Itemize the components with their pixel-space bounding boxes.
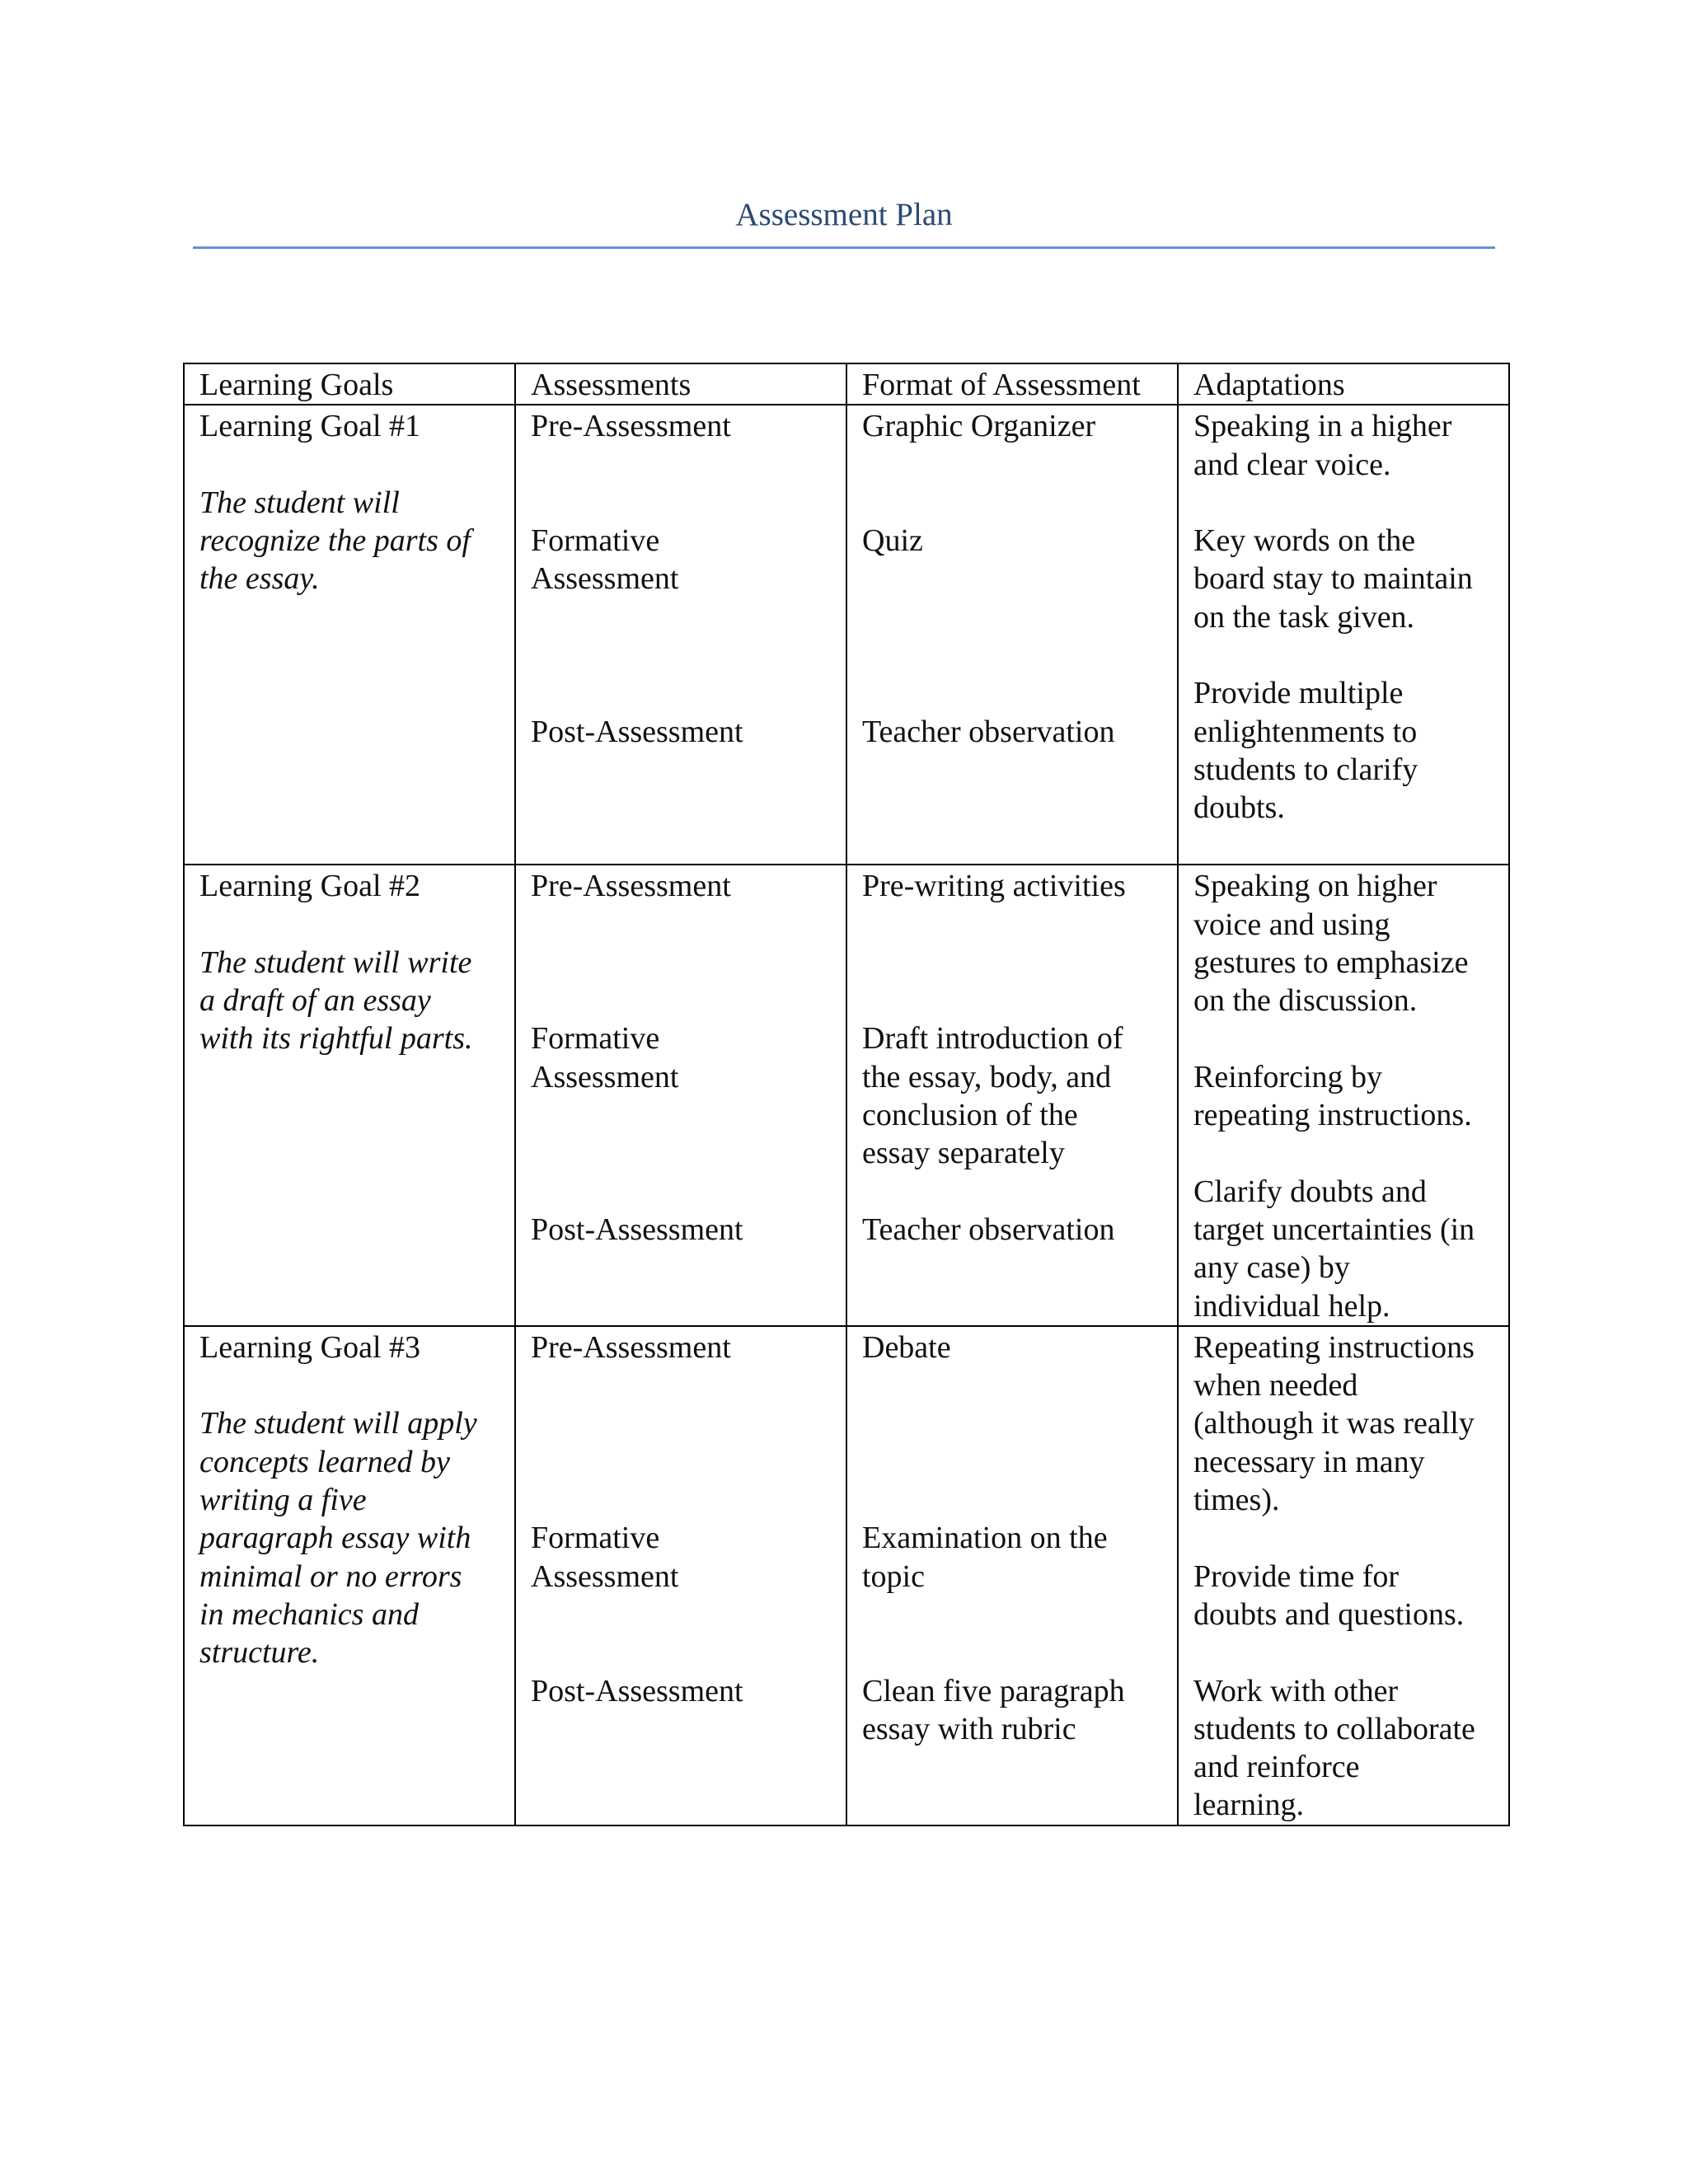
- adaptations-cell: [1178, 1326, 1509, 1825]
- header-format-of-assessment: Format of Assessment: [846, 363, 1178, 405]
- adaptation-line: Speaking on higher: [1193, 869, 1437, 904]
- adaptation-line: board stay to maintain: [1193, 561, 1473, 597]
- adaptation-line: individual help.: [1193, 1288, 1390, 1324]
- adaptation-line: students to collaborate: [1193, 1711, 1475, 1746]
- formative-format: the essay, body, and: [862, 1059, 1112, 1094]
- goal-description-line: in mechanics and: [199, 1596, 419, 1632]
- pre-format: Pre-writing activities: [862, 869, 1126, 904]
- formative-assessment-label: Assessment: [531, 1558, 679, 1594]
- formative-format: topic: [862, 1558, 925, 1594]
- formative-assessment-label: Assessment: [531, 561, 679, 597]
- pre-assessment-label: Pre-Assessment: [531, 869, 731, 904]
- goal-description-line: The student will write: [199, 944, 472, 980]
- post-format: essay with rubric: [862, 1711, 1076, 1746]
- formative-format: essay separately: [862, 1136, 1065, 1171]
- goal-description-line: a draft of an essay: [199, 983, 431, 1019]
- goal-description-line: paragraph essay with: [199, 1521, 471, 1556]
- adaptation-line: when needed: [1193, 1368, 1358, 1404]
- goal-description-line: the essay.: [199, 561, 320, 597]
- adaptation-line: Clarify doubts and: [1193, 1174, 1427, 1209]
- pre-assessment-label: Pre-Assessment: [531, 1329, 731, 1365]
- format-cell: [846, 405, 1178, 865]
- pre-assessment-label: Pre-Assessment: [531, 409, 731, 444]
- goal-title: Learning Goal #3: [199, 1329, 421, 1365]
- goal-description-line: concepts learned by: [199, 1444, 450, 1479]
- adaptation-line: voice and using: [1193, 907, 1390, 942]
- table-row: [184, 405, 1509, 865]
- learning-goal-cell: [184, 865, 515, 1326]
- assessments-cell: [515, 865, 846, 1326]
- goal-description-line: structure.: [199, 1635, 320, 1671]
- learning-goal-cell: [184, 405, 515, 865]
- adaptation-line: Reinforcing by: [1193, 1059, 1383, 1094]
- adaptation-line: Work with other: [1193, 1673, 1399, 1708]
- pre-format: Graphic Organizer: [862, 409, 1096, 444]
- formative-assessment-label: Formative: [531, 1521, 660, 1556]
- goal-description-line: The student will apply: [199, 1406, 477, 1441]
- adaptation-line: doubts and questions.: [1193, 1596, 1465, 1632]
- adaptation-line: any case) by: [1193, 1250, 1350, 1286]
- adaptation-line: Provide multiple: [1193, 676, 1404, 711]
- adaptation-line: gestures to emphasize: [1193, 944, 1469, 980]
- table-row: [184, 865, 1509, 1326]
- post-assessment-label: Post-Assessment: [531, 1673, 743, 1708]
- adaptation-line: Key words on the: [1193, 523, 1416, 559]
- adaptation-line: Repeating instructions: [1193, 1329, 1475, 1365]
- assessments-cell: [515, 1326, 846, 1825]
- formative-format: Examination on the: [862, 1521, 1108, 1556]
- learning-goal-cell: [184, 1326, 515, 1825]
- adaptation-line: enlightenments to: [1193, 714, 1418, 749]
- adaptation-line: on the task given.: [1193, 599, 1415, 635]
- assessment-plan-table: [183, 363, 1510, 1826]
- assessments-cell: [515, 405, 846, 865]
- goal-title: Learning Goal #1: [199, 409, 421, 444]
- goal-description-line: writing a five: [199, 1483, 367, 1518]
- adaptation-line: Speaking in a higher: [1193, 409, 1452, 444]
- adaptation-line: (although it was really: [1193, 1406, 1475, 1441]
- adaptation-line: times).: [1193, 1483, 1280, 1518]
- pre-format: Debate: [862, 1329, 951, 1365]
- format-cell: [846, 865, 1178, 1326]
- table-header-row: [184, 363, 1509, 405]
- adaptation-line: students to clarify: [1193, 752, 1418, 787]
- table-row: [184, 1326, 1509, 1825]
- adaptation-line: Provide time for: [1193, 1558, 1400, 1594]
- adaptation-line: target uncertainties (in: [1193, 1212, 1475, 1247]
- formative-assessment-label: Formative: [531, 1021, 660, 1057]
- adaptation-line: necessary in many: [1193, 1444, 1425, 1479]
- formative-format: Draft introduction of: [862, 1021, 1123, 1057]
- goal-description-line: with its rightful parts.: [199, 1021, 473, 1057]
- adaptation-line: on the discussion.: [1193, 983, 1418, 1019]
- adaptation-line: learning.: [1193, 1788, 1305, 1823]
- post-format: Teacher observation: [862, 714, 1115, 749]
- header-assessments: Assessments: [515, 363, 846, 405]
- formative-format: Quiz: [862, 523, 923, 559]
- format-cell: [846, 1326, 1178, 1825]
- adaptations-cell: [1178, 865, 1509, 1326]
- formative-format: conclusion of the: [862, 1098, 1078, 1133]
- formative-assessment-label: Assessment: [531, 1059, 679, 1094]
- header-adaptations: Adaptations: [1178, 363, 1509, 405]
- adaptation-line: and reinforce: [1193, 1750, 1360, 1785]
- goal-description-line: minimal or no errors: [199, 1558, 462, 1594]
- title-divider: [193, 246, 1495, 249]
- adaptations-cell: [1178, 405, 1509, 865]
- goal-description-line: recognize the parts of: [199, 523, 471, 559]
- goal-title: Learning Goal #2: [199, 869, 421, 904]
- post-format: Teacher observation: [862, 1212, 1115, 1247]
- formative-assessment-label: Formative: [531, 523, 660, 559]
- adaptation-line: repeating instructions.: [1193, 1098, 1472, 1133]
- goal-description-line: The student will: [199, 485, 400, 520]
- page-title: Assessment Plan: [735, 197, 953, 232]
- post-assessment-label: Post-Assessment: [531, 714, 743, 749]
- header-learning-goals: Learning Goals: [184, 363, 515, 405]
- post-format: Clean five paragraph: [862, 1673, 1125, 1708]
- adaptation-line: doubts.: [1193, 790, 1285, 826]
- adaptation-line: and clear voice.: [1193, 447, 1391, 482]
- post-assessment-label: Post-Assessment: [531, 1212, 743, 1247]
